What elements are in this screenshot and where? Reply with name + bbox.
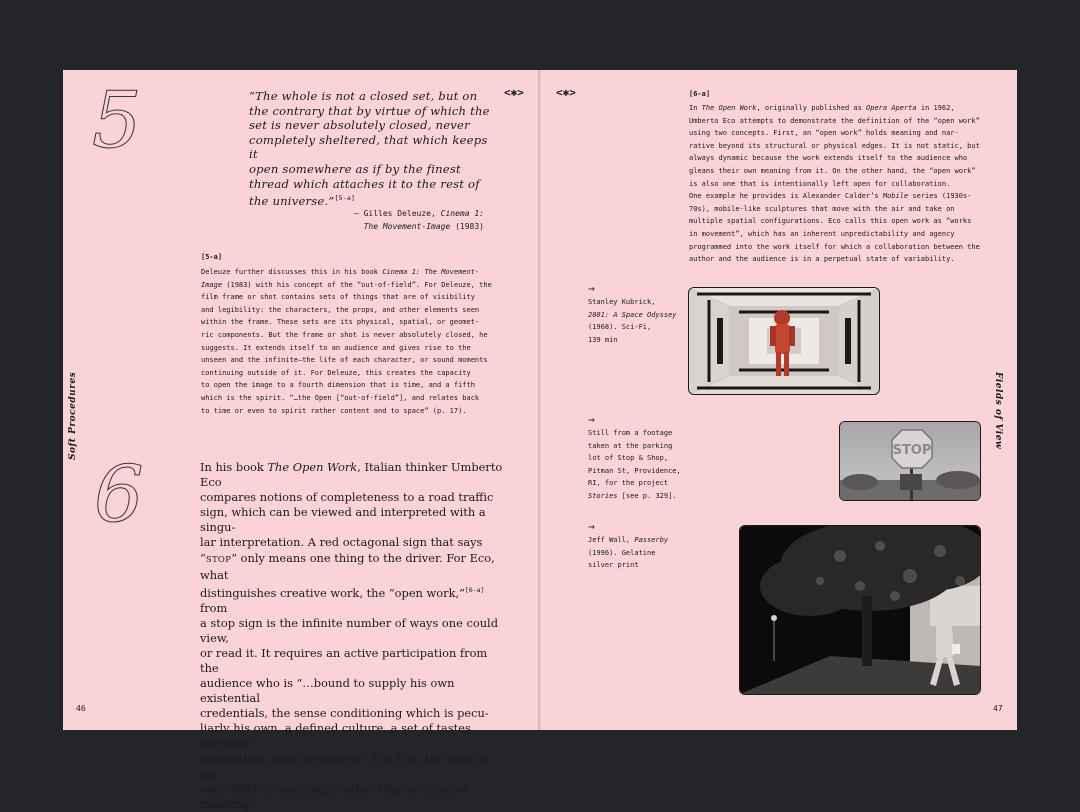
note-title-part1: Cinema 1: The Movement- xyxy=(382,268,480,276)
eco-note-calder-start: One example he provides is Alexander Calder’s xyxy=(689,192,883,201)
caption-stop-shop-ref: [see p. 329]. xyxy=(617,491,677,500)
note-tag-5a: [5-a] xyxy=(201,253,223,261)
attribution-author: — Gilles Deleuze, xyxy=(353,209,441,218)
eco-note-calder-post: series (1930s- xyxy=(908,192,972,201)
eco-note-mid: , originally published as xyxy=(756,104,867,112)
body-reference: [6-a] xyxy=(464,585,485,594)
body-text-1: , Italian thinker Umberto Eco compares notions of completeness to a road traffic sign, which can be viewed and interpreted with a singu- lar interpretation. A red octagonal sign that says “ xyxy=(200,460,503,565)
attribution-year: (1983) xyxy=(450,222,484,231)
book-gutter xyxy=(538,70,541,730)
left-running-title: Soft Procedures xyxy=(68,371,78,460)
caption-kubrick xyxy=(588,296,683,346)
eco-body-text xyxy=(200,460,505,812)
caption-stop-shop xyxy=(588,427,688,503)
stop-sign-text: STOP xyxy=(892,443,932,458)
eco-note-post: in 1962, xyxy=(916,104,955,112)
quote-text: “The whole is not a closed set, but on the contrary that by virtue of which the set is never absolutely closed, never completely sheltered, that which keeps it open somewhere as if by the finest thread which attaches it to the rest of the universe.” xyxy=(249,89,490,209)
space-odyssey-still xyxy=(688,287,880,395)
eco-note xyxy=(689,102,989,266)
caption-jeff-wall-details: (1996). Gelatine silver print xyxy=(588,548,656,570)
left-page-number: 46 xyxy=(76,704,86,713)
attribution-title-part2: The Movement-Image xyxy=(363,222,451,231)
quote-reference: [5-a] xyxy=(334,194,356,203)
body-stop-word: STOP xyxy=(205,554,232,565)
caption-kubrick-title: 2001: A Space Odyssey xyxy=(588,310,677,319)
note-text-rest: (1983) with his concept of the “out-of-field”. For Deleuze, the film frame or shot contains sets of things that are of visibility and legibility: the characters, the props, and other elements seen within the frame. These sets are its physical, spatial, or geomet- ric components. But the frame or shot is never absolutely closed, he suggests. It extends itself to an audience and gives rise to the unseen and the infinite—the life of each character, or sound moments continuing outside of it. For Deleuze, this creates the capacity to open the image to a fourth dimension that is time, and a fifth which is the spirit. “…the Open [“out-of-field”], and relates back to time or even to spirit rather content and to space” (p. 17). xyxy=(201,280,492,415)
stop-sign-photo xyxy=(839,421,981,501)
right-page-number: 47 xyxy=(993,704,1003,713)
deleuze-note xyxy=(201,266,501,417)
eco-note-start: In xyxy=(689,104,702,112)
deleuze-quote xyxy=(249,89,499,209)
body-text-3: from a stop sign is the infinite number of ways one could view, or read it. It requires an active participation from the audience who is “…bound to supply his own existential credentials, the sense conditioning which is pecu- liarly his own, a defined culture, a set of tastes, personal inclinations, and prejudices.” For Eco, the work is an open field of meanings, rather than a string of meaning. xyxy=(200,600,498,811)
section-number-5: 5 xyxy=(92,76,142,166)
caption-passerby-title: Passerby xyxy=(634,536,669,544)
eco-note-title-italian: Opera Aperta xyxy=(866,104,917,112)
caption-arrow-3: → xyxy=(588,520,595,533)
caption-arrow-1: → xyxy=(588,282,595,295)
eco-note-block-2: 70s), mobile-like sculptures that move with the air and take on multiple spatial configurations. Eco calls this open work as “works in movement”, which has an inherent unpredictability and agency programmed into the work itself for which a collaboration between the author and the audience is in a perpetual state of variability. xyxy=(689,204,980,264)
passerby-photo xyxy=(739,525,981,695)
body-text-2: ” only means one thing to the driver. For Eco, what distinguishes creative work, the “open work,” xyxy=(200,550,495,600)
left-asterisk-symbol: <✱> xyxy=(504,86,524,99)
caption-stop-shop-text: Still from a footage taken at the parking lot of Stop & Shop, Pitman St, Providence, RI, for the project xyxy=(588,429,681,488)
note-tag-6a: [6-a] xyxy=(689,90,711,98)
body-text-start: In his book xyxy=(200,460,268,474)
caption-stories-title: Stories xyxy=(588,491,618,500)
caption-jeff-wall xyxy=(588,534,688,572)
note-text-start: Deleuze further discusses this in his book xyxy=(201,268,383,276)
caption-kubrick-name: Stanley Kubrick, xyxy=(588,298,656,306)
right-asterisk-symbol: <✱> xyxy=(556,86,576,99)
quote-attribution xyxy=(300,207,484,233)
eco-note-mobile-title: Mobile xyxy=(882,192,909,201)
caption-jeff-wall-name: Jeff Wall, xyxy=(588,536,635,544)
body-book-title: The Open Work xyxy=(267,460,358,474)
section-number-6: 6 xyxy=(94,450,144,540)
caption-kubrick-details: (1968). Sci-Fi, 139 min xyxy=(588,323,652,344)
attribution-title-part1: Cinema 1: xyxy=(440,209,484,218)
eco-note-block-1: Umberto Eco attempts to demonstrate the definition of the “open work” using two concepts. First, an “open work” holds meaning and nar- rative beyond its structural or physical edges. It is not static, but always dynamic because the work extends itself to the audience who gleans their own meaning from it. On the other hand, the “open work” is also one that is intentionally left open for collaboration. xyxy=(689,116,980,188)
eco-note-title: The Open Work xyxy=(701,104,757,112)
note-title-part2: Image xyxy=(201,280,223,289)
right-running-title: Fields of View xyxy=(993,372,1003,450)
caption-arrow-2: → xyxy=(588,413,595,426)
